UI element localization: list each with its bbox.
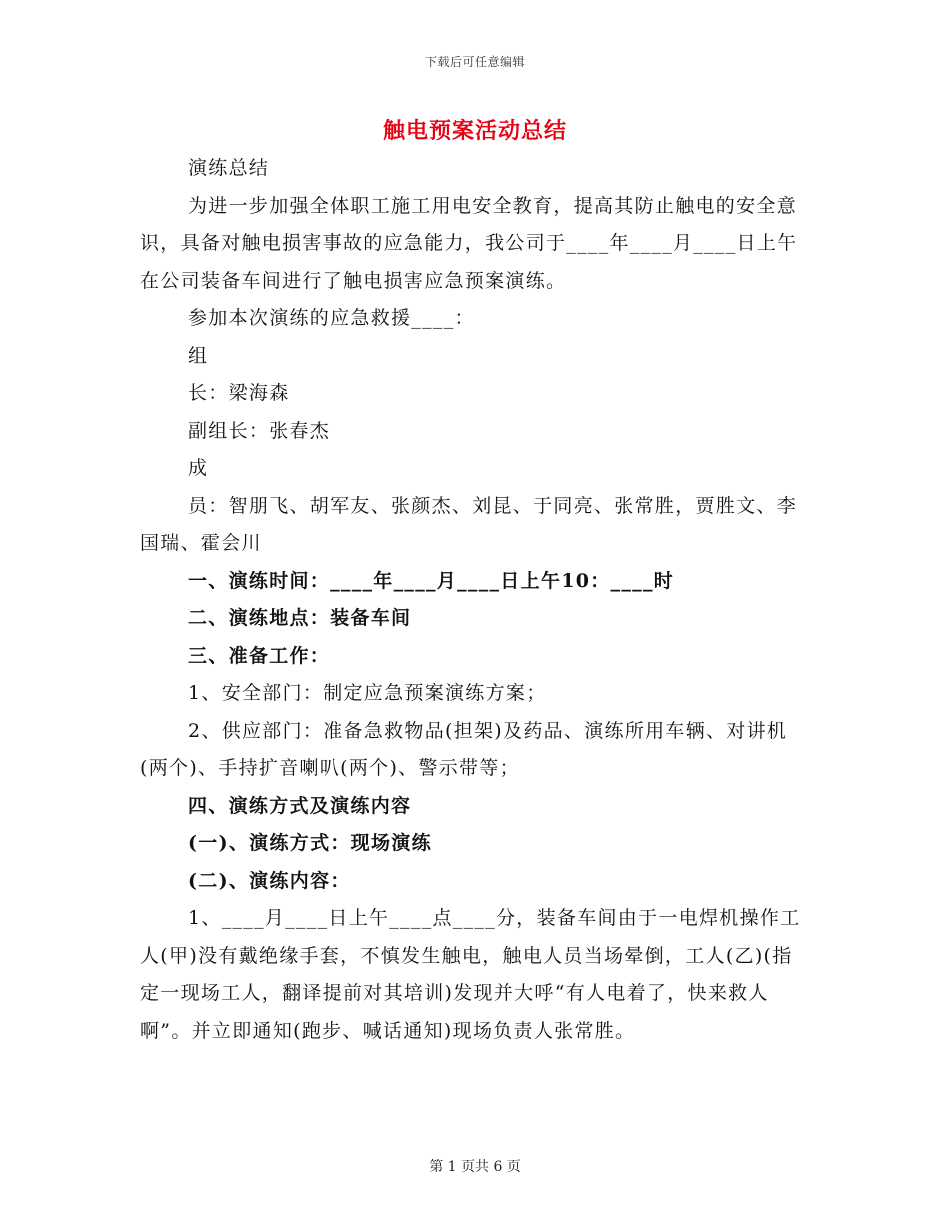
paragraph: 2、供应部门：准备急救物品(担架)及药品、演练所用车辆、对讲机(两个)、手持扩音喇叭(两个)、警示带等；: [140, 719, 788, 779]
page-footer: 第 1 页共 6 页: [429, 1159, 521, 1175]
document-title: 触电预案活动总结: [382, 118, 567, 144]
paragraph: 副组长：张春杰: [188, 419, 331, 442]
section-heading: 三、准备工作：: [188, 644, 331, 667]
document-body: [140, 150, 812, 1050]
paragraph: 员：智朋飞、胡军友、张颜杰、刘昆、于同亮、张常胜，贾胜文、李国瑞、霍会川: [140, 494, 798, 554]
page-header-note: 下载后可任意编辑: [424, 55, 525, 69]
section-heading: 四、演练方式及演练内容: [188, 794, 412, 817]
paragraph: 1、____月____日上午____点____分，装备车间由于一电焊机操作工人(甲)没有戴绝缘手套，不慎发生触电，触电人员当场晕倒，工人(乙)(指定一现场工人，翻译提前对其培训)发现并大呼“有人电着了，快来救人啊”。并立即通知(跑步、喊话通知)现场负责人张常胜。: [140, 907, 801, 1042]
section-heading: 二、演练地点：装备车间: [188, 607, 412, 629]
section-heading: 一、演练时间：____年____月____日上午10：____时: [188, 569, 675, 592]
paragraph: 1、安全部门：制定应急预案演练方案；: [188, 682, 547, 704]
section-heading: (一)、演练方式：现场演练: [188, 832, 432, 854]
section-heading: (二)、演练内容：: [188, 869, 351, 892]
paragraph: 为进一步加强全体职工施工用电安全教育，提高其防止触电的安全意识，具备对触电损害事故的应急能力，我公司于____年____月____日上午在公司装备车间进行了触电损害应急预案演练。: [140, 194, 798, 292]
paragraph: 演练总结: [188, 157, 270, 179]
paragraph: 组: [188, 344, 209, 367]
paragraph: 长：梁海森: [188, 382, 290, 404]
paragraph: 参加本次演练的应急救援____：: [188, 307, 475, 329]
paragraph: 成: [188, 457, 209, 479]
